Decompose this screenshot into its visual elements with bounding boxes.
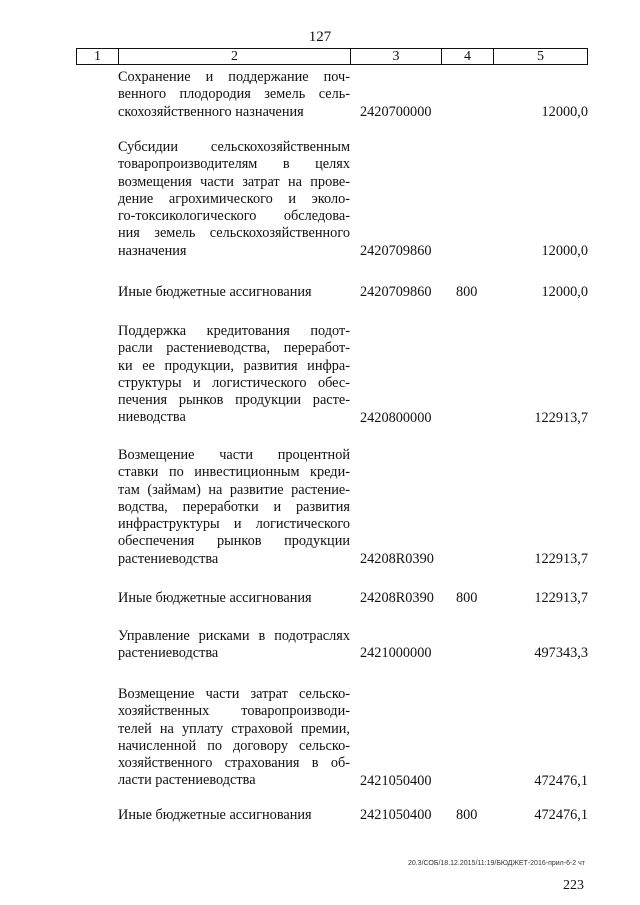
row-amount: 472476,1 [534,807,588,823]
description-line: ниеводства [118,409,186,426]
row-target-code: 2421000000 [360,645,432,662]
description-line: растениеводства [118,645,219,662]
description-line: ласти растениеводства [118,772,256,789]
row-description [118,807,350,824]
row-expense-type: 800 [456,284,478,300]
row-expense-type: 800 [456,807,478,823]
column-header-3: 3 [351,49,442,64]
row-target-code: 2420700000 [360,103,432,120]
description-line: инфраструктуры и логистического [118,516,350,533]
description-line: Иные бюджетные ассигнования [118,284,312,300]
description-line: расли растениеводства, переработ- [118,340,350,357]
description-line: обеспечения рынков продукции [118,533,350,550]
column-header-4: 4 [442,49,494,64]
description-line: Субсидии сельскохозяйственным [118,139,350,155]
description-line: структуры и логистического обес- [118,374,350,391]
description-line: дение агрохимического и эколо- [118,190,350,207]
row-description [118,323,350,427]
column-header-2: 2 [119,49,351,64]
description-line: ставки по инвестиционным креди- [118,464,350,481]
row-target-code: 24208R0390 [360,590,434,606]
row-target-code: 2420709860 [360,242,432,259]
description-line: Поддержка кредитования подот- [118,323,350,339]
description-line: печения рынков продукции расте- [118,392,350,409]
row-target-code: 2421050400 [360,807,432,823]
row-description [118,447,350,568]
description-line: хозяйственных товаропроизводи- [118,703,350,720]
footer-document-code: 20.3/СОБ/18.12.2015/11:19/БЮДЖЕТ-2016-прил-6-2 чт [407,860,585,867]
description-line: телей на уплату страховой премии, [118,720,350,737]
description-line: Иные бюджетные ассигнования [118,590,312,606]
row-target-code: 2420800000 [360,409,432,426]
column-header-1: 1 [77,49,119,64]
description-line: растениеводства [118,550,219,567]
column-header-5: 5 [537,49,544,64]
row-amount: 122913,7 [534,590,588,606]
description-line: Иные бюджетные ассигнования [118,807,312,823]
row-description [118,139,350,260]
row-expense-type: 800 [456,590,478,606]
row-description [118,590,350,607]
row-amount: 12000,0 [541,103,588,120]
description-line: скохозяйственного назначения [118,103,304,120]
description-line: начисленной по договору сельско- [118,737,350,754]
row-target-code: 24208R0390 [360,550,434,567]
description-line: Возмещение части процентной [118,447,350,463]
row-target-code: 2421050400 [360,772,432,789]
description-line: водства, переработки и развития [118,498,350,515]
row-description [118,686,350,790]
row-description [118,628,350,663]
description-line: хозяйственного страхования в об- [118,755,350,772]
description-line: товаропроизводителям в целях [118,156,350,173]
description-line: Управление рисками в подотраслях [118,628,350,644]
row-amount: 497343,3 [534,645,588,662]
page-number-bottom: 223 [563,878,584,893]
column-header-row [76,48,588,65]
description-line: назначения [118,242,187,259]
description-line: там (займам) на развитие растение- [118,481,350,498]
row-description [118,69,350,121]
description-line: го-токсикологического обследова- [118,208,350,225]
description-line: ния земель сельскохозяйственного [118,225,350,242]
row-description [118,284,350,301]
row-amount: 12000,0 [541,242,588,259]
description-line: возмещения части затрат на прове- [118,173,350,190]
description-line: Возмещение части затрат сельско- [118,686,350,702]
description-line: венного плодородия земель сель- [118,86,350,103]
description-line: ки ее продукции, развития инфра- [118,357,350,374]
row-amount: 472476,1 [534,772,588,789]
row-amount: 122913,7 [534,409,588,426]
description-line: Сохранение и поддержание поч- [118,69,350,85]
page-number-top: 127 [308,29,332,45]
row-target-code: 2420709860 [360,284,432,300]
row-amount: 12000,0 [541,284,588,300]
row-amount: 122913,7 [534,550,588,567]
